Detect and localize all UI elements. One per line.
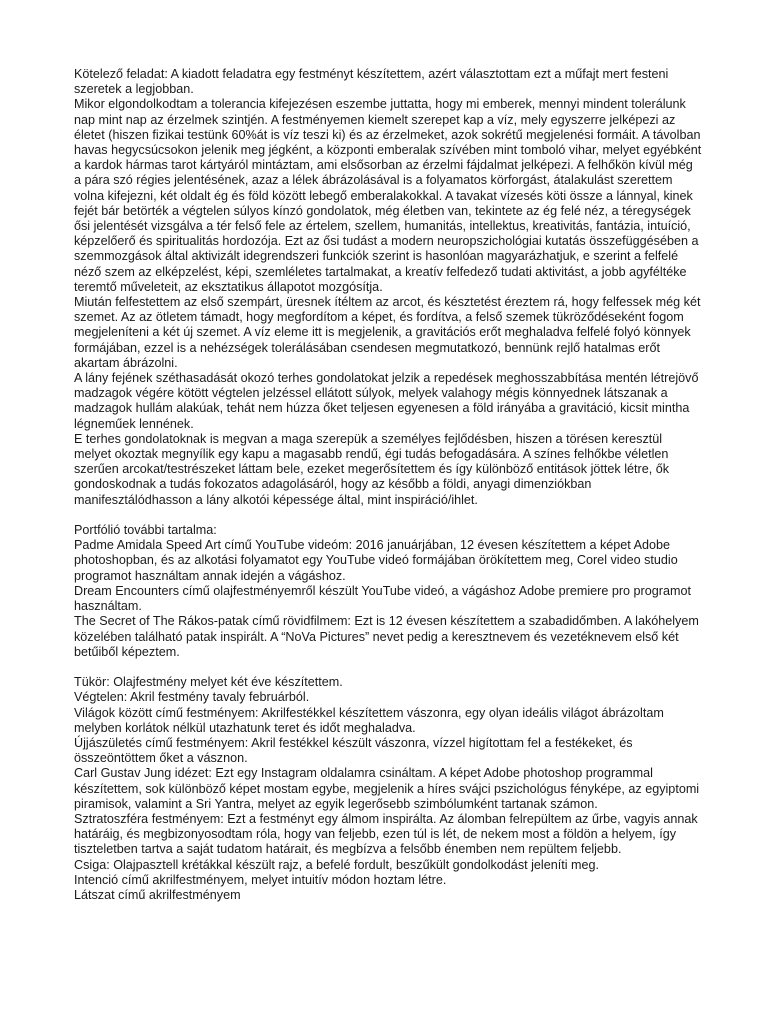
artwork-tukor: Tükör: Olajfestmény melyet két éve készítettem. [74,675,343,690]
artwork-intencio: Intenció című akrilfestményem, melyet intuitív módon hoztam létre. [74,872,447,887]
paragraph-head: A lány fejének széthasadását okozó terhes gondolatokat jelzik a repedések meghosszabbítása mentén létrejövő madzagok végére kötött végtelen jelzéssel ellátott súlyok, melyek valahogy mégis könnyednek látszanak a madzagok hullám alakúak, tehát nem húzza őket teljesen egyenesen a föld irányába a gravitáció, kicsit mintha légneműek lennének. [74,371,699,431]
artwork-jung: Carl Gustav Jung idézet: Ezt egy Instagram oldalamra csináltam. A képet Adobe photoshop programmal készítettem, sok különböző képet mostam egybe, megjelenik a híres svájci pszichológus fényképe, az egyiptomi piramisok, valamint a Sri Yantra, melyet az egyik legerősebb szimbólumként tartanak számon. [74,766,700,811]
portfolio-item-padme: Padme Amidala Speed Art című YouTube videóm: 2016 januárjában, 12 évesen készítettem a képet Adobe photoshopban, és az alkotási folyamatot egy YouTube videó formájában örökítettem meg, Corel video studio programot használtam annak idején a vágáshoz. [74,538,678,583]
spacer [74,660,702,675]
artwork-vegtelen: Végtelen: Akril festmény tavaly februárból. [74,690,310,705]
portfolio-heading: Portfólió további tartalma: [74,523,217,538]
artwork-vilagok: Világok között című festményem: Akrilfestékkel készítettem vászonra, egy olyan ideális világot ábrázoltam melyben korlátok nélkül utazhatunk teret és időt meghaladva. [74,705,664,735]
spacer [74,508,702,523]
paragraph-eyes: Miután felfestettem az első szempárt, üresnek ítéltem az arcot, és késztetést éreztem rá, hogy felfessek még két szemet. Az az ötletem támadt, hogy megfordítom a képet, és fordítva, a felső szemek tükröződéseként fogom megjeleníteni a két új szemet. A víz eleme itt is megjelenik, a gravitációs erőt meghaladva felfelé folyó könnyek formájában, ezzel is a nehézségek tolerálásában csendesen megmutatkozó, bennünk rejlő hatalmas erőt akartam ábrázolni. [74,295,701,370]
artwork-ujjaszuletes: Újjászületés című festményem: Akril festékkel készült vászonra, vízzel higítottam fel a festékeket, és összeöntöttem őket a vásznon. [74,735,633,766]
portfolio-item-secret: The Secret of The Rákos-patak című rövidfilmem: Ezt is 12 évesen készítettem a szabadidőmben. A lakóhelyem közelében található patak inspirált. A “NoVa Pictures” nevet pedig a keresztnevem és vezetéknevem első két betűiből képeztem. [74,614,699,659]
paragraph-tolerance: Mikor elgondolkodtam a tolerancia kifejezésen eszembe juttatta, hogy mi emberek, mennyi mindent tolerálunk nap mint nap az érzelmek szintjén. A festményemen kiemelt szerepet kap a víz, mely egyszerre jelképezi az életet (hiszen fizikai testünk 60%át is víz teszi ki) és az érzelmeket, azok sokrétű megjelenési formáit. A távolban havas hegycsúcsokon jelenik meg jégként, a központi emberalak szívében mint tomboló vihar, melyet egyébként a kardok hármas tarot kártyáról mintáztam, ami elsősorban az érzelmi fájdalmat jelképezi. A felhőkön kívül még a pára szó régies jelentésének, azaz a lélek ábrázolásával is a folyamatos körforgást, átalakulást szerettem volna kifejezni, két oldalt ég és föld között lebegő emberalakokkal. A tavakat vízesés köti össze a lánnyal, kinek fejét bár betörték a végtelen súlyos kínzó gondolatok, még életben van, tekintete az ég felé néz, a téregységek ősi jelentését vizsgálva a tér felső fele az értelem, szellem, humanitás, intellektus, kreativitás, fantázia, intuíció, képzelőerő és spiritualitás hordozója. Ezt az ősi tudást a modern neuropszichológiai kutatás összefüggésében a szemmozgások által aktivizált idegrendszeri funkciók szerint is hasonlóan magyarázhatjuk, e szerint a felfelé néző szem az elképzelést, képi, szemléletes tartalmakat, a kreatív felfedező tudati aktivitást, a jobb agyféltéke teremtő műveleteit, az eksztatikus állapotot mozgósítja. [74,97,702,294]
portfolio-item-dream: Dream Encounters című olajfestményemről készült YouTube videó, a vágáshoz Adobe premiere pro programot használtam. [74,583,691,614]
paragraph-thoughts: E terhes gondolatoknak is megvan a maga szerepük a személyes fejlődésben, hiszen a törésen keresztül melyet okoztak megnyílik egy kapu a magasabb rendű, égi tudás befogadására. A színes felhőkbe véletlen szerűen arcokat/testrészeket láttam bele, ezeket megerősítettem és így különböző entitások jöttek létre, ők gondoskodnak a tudás fokozatos adagolásáról, hogy az később a földi, anyagi dimenziókban manifesztálódhasson a lány alkotói képessége által, mint inspiráció/ihlet. [74,431,670,507]
document-body [74,67,702,903]
artwork-csiga: Csiga: Olajpasztell krétákkal készült rajz, a befelé fordult, beszűkült gondolkodást jeleníti meg. [74,857,600,872]
artwork-sztratoszfera: Sztratoszféra festményem: Ezt a festményt egy álmom inspirálta. Az álomban felrepültem az űrbe, vagyis annak határáig, és megbizonyosodtam róla, hogy van feljebb, ezen túl is lét, de nekem most a földön a helyem, így tiszteletben tartva a saját tudatom határait, és megbízva a felsőbb énemben nem repültem feljebb. [74,811,698,857]
paragraph-assignment: Kötelező feladat: A kiadott feladatra egy festményt készítettem, azért választottam ezt a műfajt mert festeni szeretek a legjobban. [74,67,669,97]
artwork-latszat: Látszat című akrilfestményem [74,887,241,902]
